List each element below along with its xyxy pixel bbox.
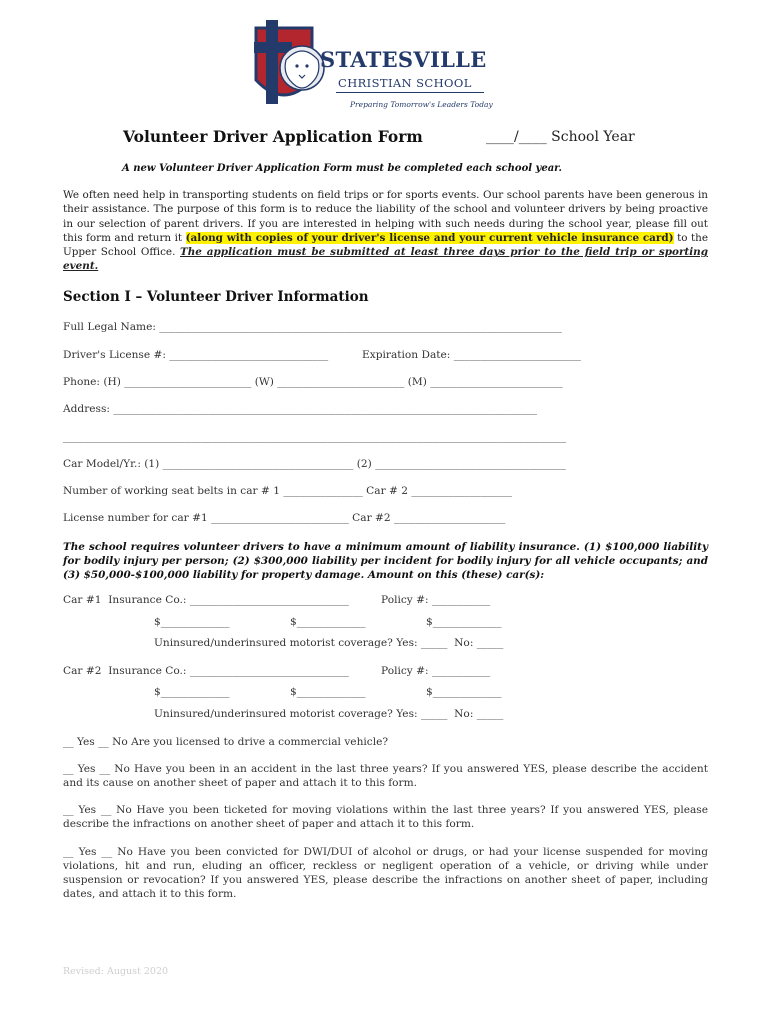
logo-name: STATESVILLE: [320, 47, 487, 72]
form-subtitle: A new Volunteer Driver Application Form must be completed each school year.: [122, 163, 563, 174]
car1-amount-2-field[interactable]: $_____________: [290, 616, 366, 628]
car1-insurance-field[interactable]: Car #1 Insurance Co.: ______________________________: [63, 594, 349, 606]
car1-amount-1-field[interactable]: $_____________: [154, 616, 230, 628]
car2-insurance-field[interactable]: Car #2 Insurance Co.: ______________________________: [63, 665, 349, 677]
car2-uninsured-field[interactable]: Uninsured/underinsured motorist coverage? Yes: _____ No: _____: [154, 708, 504, 720]
expiration-date-field[interactable]: Expiration Date: ________________________: [362, 349, 581, 361]
intro-highlight: (along with copies of your driver's license and your current vehicle insurance card): [185, 231, 674, 244]
intro-text-office: to the Upper School Office.: [63, 231, 709, 259]
school-year-field[interactable]: ____/____ School Year: [486, 129, 635, 145]
school-logo: [252, 20, 502, 112]
phone-field[interactable]: Phone: (H) ________________________ (W) ________________________ (M) _________________________: [63, 376, 563, 388]
car2-policy-field[interactable]: Policy #: ___________: [381, 665, 491, 677]
license-plate-field[interactable]: License number for car #1 __________________________ Car #2 _____________________: [63, 512, 506, 524]
logo-school: CHRISTIAN SCHOOL: [338, 76, 472, 90]
address-field[interactable]: Address: ________________________________________________________________________________: [63, 403, 538, 415]
question-commercial-license[interactable]: __ Yes __ No Are you licensed to drive a commercial vehicle?: [63, 736, 389, 748]
car2-amount-3-field[interactable]: $_____________: [426, 686, 502, 698]
seat-belts-field[interactable]: Number of working seat belts in car # 1 _______________ Car # 2 ___________________: [63, 485, 512, 497]
question-dwi[interactable]: __ Yes __ No Have you been convicted for DWI/DUI of alcohol or drugs, or had your license suspended for moving violations, hit and run, eluding an officer, reckless or negligent operation of a vehicle, or driving while under suspension or revocation? If you answered YES, please describe the infractions on another sheet of paper, including dates, and attach it to this form.: [63, 846, 708, 900]
car2-amount-2-field[interactable]: $_____________: [290, 686, 366, 698]
section-heading: Section I – Volunteer Driver Information: [63, 289, 369, 305]
insurance-requirement-note: The school requires volunteer drivers to have a minimum amount of liability insurance. (1) $100,000 liability for bodily injury per person; (2) $300,000 liability per incident for bodily injury for all vehicle occupants; and (3) $50,000-$100,000 liability for property damage. Amount on this (these) car(s):: [63, 541, 708, 581]
car2-amount-1-field[interactable]: $_____________: [154, 686, 230, 698]
question-violations[interactable]: __ Yes __ No Have you been ticketed for moving violations within the last three years? If you answered YES, please describe the infractions on another sheet of paper and attach it to this form.: [63, 804, 708, 830]
full-name-field[interactable]: Full Legal Name: ____________________________________________________________________________: [63, 321, 562, 333]
question-accident[interactable]: __ Yes __ No Have you been in an accident in the last three years? If you answered YES, please describe the accident and its cause on another sheet of paper and attach it to this form.: [63, 763, 708, 789]
form-title: Volunteer Driver Application Form: [123, 127, 423, 146]
car-model-field[interactable]: Car Model/Yr.: (1) ____________________________________ (2) ____________________________________: [63, 458, 566, 470]
logo-divider: [336, 92, 484, 93]
intro-paragraph: [63, 188, 708, 274]
address-line-2-field[interactable]: _______________________________________________________________________________________________: [63, 431, 567, 443]
car1-amount-3-field[interactable]: $_____________: [426, 616, 502, 628]
car1-policy-field[interactable]: Policy #: ___________: [381, 594, 491, 606]
intro-deadline: The application must be submitted at least three days prior to the field trip or sporting event.: [63, 246, 708, 273]
drivers-license-field[interactable]: Driver's License #: ______________________________: [63, 349, 329, 361]
intro-text: We often need help in transporting students on field trips or for sports events. Our school parents have been generous in their assistance. The purpose of this form is to reduce the liability of the school and volunteer drivers by being proactive in our selection of parent drivers. If you are interested in helping with such needs during the school year, please fill out this form and return it: [63, 189, 708, 244]
car1-uninsured-field[interactable]: Uninsured/underinsured motorist coverage? Yes: _____ No: _____: [154, 637, 504, 649]
revised-date: Revised: August 2020: [63, 966, 169, 977]
logo-tagline: Preparing Tomorrow's Leaders Today: [350, 100, 493, 109]
